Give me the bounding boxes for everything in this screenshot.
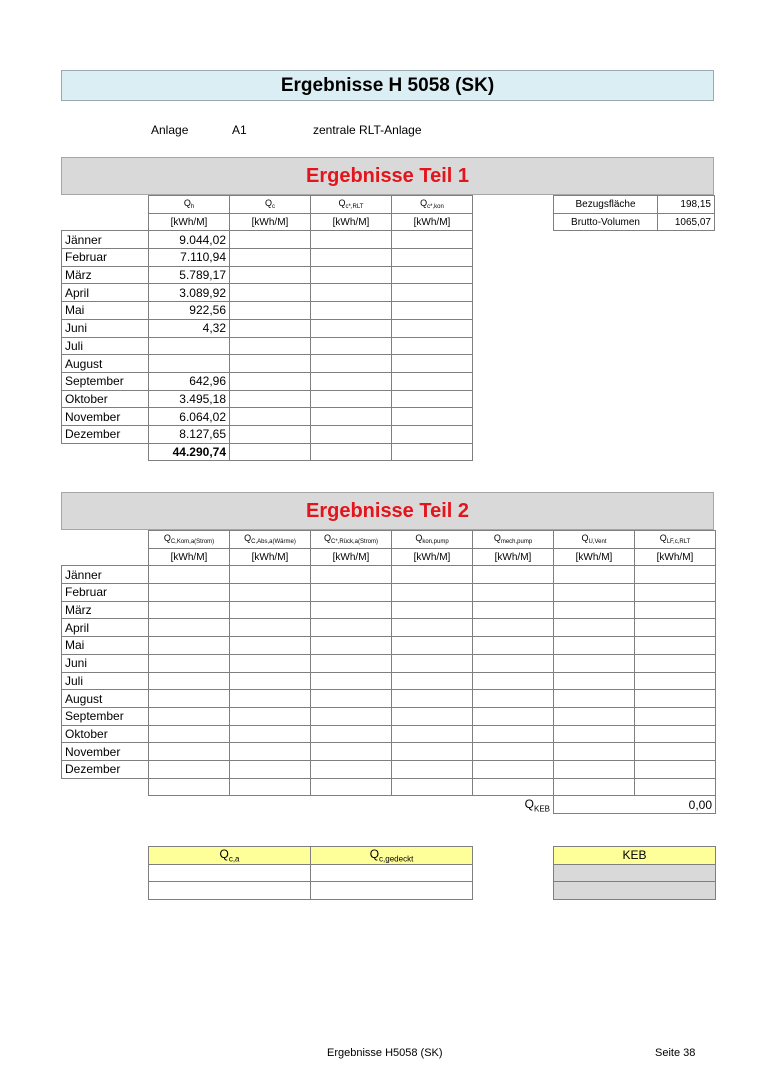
qca-header-row bbox=[149, 847, 473, 865]
anlage-desc: zentrale RLT-Anlage bbox=[313, 123, 422, 137]
table-row bbox=[62, 355, 473, 373]
qh-value: 3.495,18 bbox=[149, 390, 230, 408]
month-label: Dezember bbox=[62, 425, 149, 443]
qh-value: 9.044,02 bbox=[149, 231, 230, 249]
table-row bbox=[62, 743, 716, 761]
unit-cell: [kWh/M] bbox=[230, 548, 311, 566]
col-header: $Q_{LF,c,RLT}$ bbox=[635, 531, 716, 549]
month-label: Jänner bbox=[62, 566, 149, 584]
teil1-header-row bbox=[62, 196, 473, 214]
table-row bbox=[62, 284, 473, 302]
keb-row bbox=[62, 796, 716, 814]
month-label: Februar bbox=[62, 249, 149, 267]
month-label: November bbox=[62, 408, 149, 426]
col-header: $Q_{C,Abs,a(Wärme)}$ bbox=[230, 531, 311, 549]
qh-total: 44.290,74 bbox=[149, 443, 230, 461]
month-label: März bbox=[62, 266, 149, 284]
total-row bbox=[62, 778, 716, 796]
qh-value: 642,96 bbox=[149, 372, 230, 390]
table-row bbox=[62, 231, 473, 249]
page-number: Seite 38 bbox=[655, 1047, 696, 1059]
table-row bbox=[62, 637, 716, 655]
col-header: $Q_c$ bbox=[230, 196, 311, 214]
bezugsflaeche-value: 198,15 bbox=[658, 196, 715, 214]
table-row bbox=[62, 337, 473, 355]
anlage-id: A1 bbox=[232, 123, 247, 137]
month-label: September bbox=[62, 372, 149, 390]
month-label: November bbox=[62, 743, 149, 761]
month-label: Juni bbox=[62, 319, 149, 337]
table-row bbox=[62, 690, 716, 708]
qh-value bbox=[149, 355, 230, 373]
qh-value: 6.064,02 bbox=[149, 408, 230, 426]
teil1-table bbox=[61, 195, 473, 461]
table-row bbox=[62, 654, 716, 672]
table-row bbox=[62, 760, 716, 778]
month-label: Oktober bbox=[62, 725, 149, 743]
qkeb-value: 0,00 bbox=[554, 796, 716, 814]
table-row bbox=[62, 302, 473, 320]
qh-value: 5.789,17 bbox=[149, 266, 230, 284]
qh-value: 4,32 bbox=[149, 319, 230, 337]
brutto-volumen-label: Brutto-Volumen bbox=[554, 213, 658, 231]
table-row bbox=[62, 601, 716, 619]
qh-value: 7.110,94 bbox=[149, 249, 230, 267]
table-row bbox=[62, 707, 716, 725]
side-info-table bbox=[553, 195, 715, 231]
month-label: Dezember bbox=[62, 760, 149, 778]
table-row bbox=[62, 266, 473, 284]
col-header: $Q_{c*,RLT}$ bbox=[311, 196, 392, 214]
month-label: Jänner bbox=[62, 231, 149, 249]
qh-value: 922,56 bbox=[149, 302, 230, 320]
table-row bbox=[62, 584, 716, 602]
month-label: März bbox=[62, 601, 149, 619]
unit-cell: [kWh/M] bbox=[311, 213, 392, 231]
bezugsflaeche-label: Bezugsfläche bbox=[554, 196, 658, 214]
table-row bbox=[62, 408, 473, 426]
teil1-unit-row bbox=[62, 213, 473, 231]
qkeb-label: $Q_{KEB}$ bbox=[524, 796, 550, 814]
col-header: $Q_{C,Kom,a(Strom)}$ bbox=[149, 531, 230, 549]
col-header: $Q_{kon,pump}$ bbox=[392, 531, 473, 549]
month-label: Mai bbox=[62, 637, 149, 655]
unit-cell: [kWh/M] bbox=[149, 213, 230, 231]
unit-cell: [kWh/M] bbox=[230, 213, 311, 231]
col-header: $Q_{C*,Rück,a(Strom)}$ bbox=[311, 531, 392, 549]
unit-cell: [kWh/M] bbox=[392, 213, 473, 231]
unit-cell: [kWh/M] bbox=[554, 548, 635, 566]
qca-header: $Q_{c,a}$ bbox=[149, 847, 311, 865]
table-row bbox=[62, 425, 473, 443]
col-header: $Q_{U,Vent}$ bbox=[554, 531, 635, 549]
table-row bbox=[62, 672, 716, 690]
qh-value: 3.089,92 bbox=[149, 284, 230, 302]
unit-cell: [kWh/M] bbox=[635, 548, 716, 566]
month-label: Juli bbox=[62, 672, 149, 690]
table-row bbox=[62, 566, 716, 584]
table-row bbox=[62, 319, 473, 337]
teil1-heading: Ergebnisse Teil 1 bbox=[61, 157, 714, 195]
unit-cell: [kWh/M] bbox=[149, 548, 230, 566]
brutto-volumen-value: 1065,07 bbox=[658, 213, 715, 231]
page-title: Ergebnisse H 5058 (SK) bbox=[61, 70, 714, 101]
unit-cell: [kWh/M] bbox=[473, 548, 554, 566]
month-label: April bbox=[62, 284, 149, 302]
col-header: $Q_h$ bbox=[149, 196, 230, 214]
table-row bbox=[62, 725, 716, 743]
month-label: August bbox=[62, 690, 149, 708]
unit-cell: [kWh/M] bbox=[311, 548, 392, 566]
month-label: Februar bbox=[62, 584, 149, 602]
table-row bbox=[62, 249, 473, 267]
col-header: $Q_{mech,pump}$ bbox=[473, 531, 554, 549]
qcgedeckt-header: $Q_{c,gedeckt}$ bbox=[311, 847, 473, 865]
qh-value bbox=[149, 337, 230, 355]
unit-cell: [kWh/M] bbox=[392, 548, 473, 566]
qh-value: 8.127,65 bbox=[149, 425, 230, 443]
month-label: Oktober bbox=[62, 390, 149, 408]
total-row bbox=[62, 443, 473, 461]
col-header: $Q_{c*,kon}$ bbox=[392, 196, 473, 214]
teil2-unit-row bbox=[62, 548, 716, 566]
teil2-header-row bbox=[62, 531, 716, 549]
month-label: August bbox=[62, 355, 149, 373]
qca-table bbox=[148, 846, 473, 900]
month-label: April bbox=[62, 619, 149, 637]
month-label: Juli bbox=[62, 337, 149, 355]
anlage-label: Anlage bbox=[151, 123, 189, 137]
table-row bbox=[62, 372, 473, 390]
month-label: September bbox=[62, 707, 149, 725]
table-row bbox=[62, 390, 473, 408]
teil2-table bbox=[61, 530, 716, 814]
keb-header: KEB bbox=[554, 847, 716, 865]
teil2-heading: Ergebnisse Teil 2 bbox=[61, 492, 714, 530]
keb-table bbox=[553, 846, 716, 900]
month-label: Juni bbox=[62, 654, 149, 672]
footer-text: Ergebnisse H5058 (SK) bbox=[327, 1047, 443, 1059]
table-row bbox=[62, 619, 716, 637]
month-label: Mai bbox=[62, 302, 149, 320]
